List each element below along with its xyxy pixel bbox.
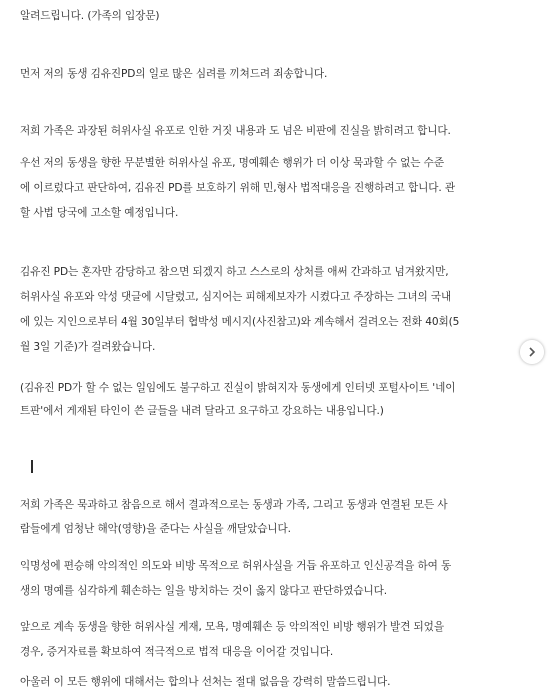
text-line: 트판'에서 게재된 타인이 쓴 글들을 내려 달라고 요구하고 강요하는 내용입니다.) (20, 405, 384, 417)
text-line: 생의 명예를 심각하게 훼손하는 일을 방치하는 것이 옳지 않다고 판단하였습니다. (20, 585, 388, 597)
next-image-button[interactable] (520, 340, 544, 364)
text-line: 할 사법 당국에 고소할 예정입니다. (20, 207, 179, 219)
text-line: 저희 가족은 묵과하고 참음으로 해서 결과적으로는 동생과 가족, 그리고 동생과 연결된 모든 사 (20, 499, 448, 511)
text-cursor (31, 460, 33, 473)
text-line: 에 이르렀다고 판단하여, 김유진 PD를 보호하기 위해 민,형사 법적대응을 진행하려고 합니다. 관 (20, 182, 456, 194)
text-line: 람들에게 엄청난 해악(영향)을 준다는 사실을 깨달았습니다. (20, 523, 291, 535)
text-line: 익명성에 편승해 악의적인 의도와 비방 목적으로 허위사실을 거듭 유포하고 인신공격을 하여 동 (20, 560, 452, 572)
text-line: 월 3일 기준)가 걸려왔습니다. (20, 341, 156, 353)
text-line: 먼저 저의 동생 김유진PD의 일로 많은 심려를 끼쳐드려 죄송합니다. (20, 68, 328, 80)
text-line: 저희 가족은 과장된 허위사실 유포로 인한 거짓 내용과 도 넘은 비판에 진실을 밝히려고 합니다. (20, 125, 451, 137)
text-line: 우선 저의 동생을 향한 무분별한 허위사실 유포, 명예훼손 행위가 더 이상 묵과할 수 없는 수준 (20, 157, 444, 169)
text-line: 앞으로 계속 동생을 향한 허위사실 게재, 모욕, 명예훼손 등 악의적인 비방 행위가 발견 되었을 (20, 621, 444, 633)
text-line: 김유진 PD는 혼자만 감당하고 참으면 되겠지 하고 스스로의 상처를 애써 간과하고 넘겨왔지만, (20, 266, 449, 278)
text-line: 경우, 증거자료를 확보하여 적극적으로 법적 대응을 이어갈 것입니다. (20, 646, 334, 658)
text-line: 아울러 이 모든 행위에 대해서는 합의나 선처는 절대 없음을 강력히 말씀드립니다. (20, 676, 391, 688)
text-line: (김유진 PD가 할 수 없는 일임에도 불구하고 진실이 밝혀지자 동생에게 인터넷 포털사이트 '네이 (20, 382, 456, 394)
chevron-right-icon (527, 347, 537, 357)
text-line: 에 있는 지인으로부터 4월 30일부터 협박성 메시지(사진참고)와 계속해서 걸려오는 전화 40회(5 (20, 316, 460, 328)
text-line: 허위사실 유포와 악성 댓글에 시달렸고, 심지어는 피해제보자가 시켰다고 주장하는 그녀의 국내 (20, 291, 452, 303)
statement-heading: 알려드립니다. (가족의 입장문) (20, 10, 160, 22)
